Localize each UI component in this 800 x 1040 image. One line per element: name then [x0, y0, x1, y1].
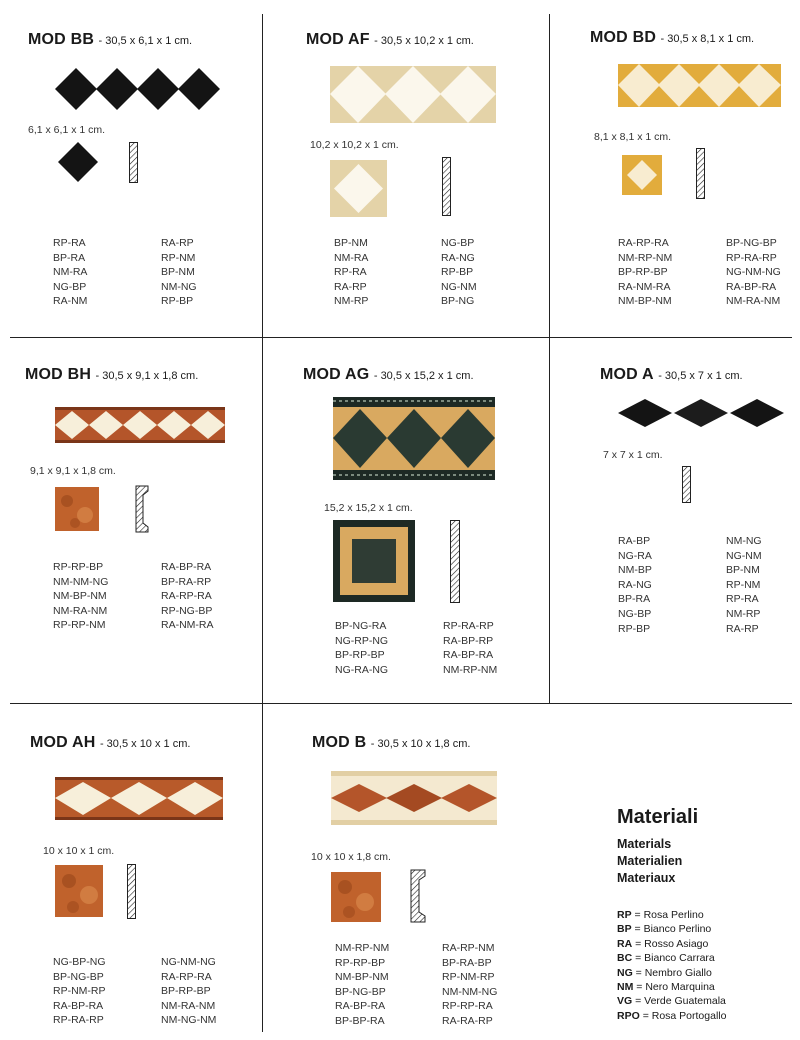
piece-size: 7 x 7 x 1 cm.	[603, 449, 663, 461]
combination-code: RP-NM-RP	[442, 971, 495, 984]
combination-code: NG-NM-NG	[726, 266, 781, 279]
materials-translation: Materialien	[617, 854, 683, 868]
combination-code: NG-RP-NG	[335, 634, 389, 647]
combination-code: NM-NG	[161, 280, 197, 293]
combination-code: NM-RP-NM	[443, 663, 498, 676]
combination-code: RA-RP-RA	[161, 970, 212, 983]
combination-code: RP-RP-RA	[442, 1000, 493, 1013]
square-piece-drawing	[55, 487, 99, 531]
combination-code: NG-BP	[53, 280, 87, 293]
combination-list-right	[726, 236, 781, 309]
combination-code: RP-RP-NM	[53, 619, 106, 632]
combination-list-left	[335, 941, 389, 1029]
combination-code: BP-NG-BP	[335, 985, 386, 998]
combination-code: RP-RA	[334, 266, 367, 279]
combination-code: BP-NG-BP	[53, 970, 104, 983]
combination-code: RP-NG-BP	[161, 604, 213, 617]
combination-code: RP-RP-BP	[335, 956, 386, 969]
model-title	[25, 366, 198, 384]
combination-code: RP-RA-RP	[53, 1014, 104, 1027]
combination-code: RP-BP	[618, 622, 651, 635]
combination-code: RA-RP	[161, 237, 194, 249]
materials-translation: Materiaux	[617, 871, 676, 885]
combination-code: NM-BP	[618, 564, 652, 577]
border-tile-drawing	[331, 771, 497, 825]
legend-entry: NG = Nembro Giallo	[617, 966, 712, 979]
combination-code: BP-NM	[161, 266, 195, 279]
model-title	[303, 366, 474, 384]
border-tile-drawing	[55, 407, 225, 443]
combination-list-left	[53, 560, 108, 633]
border-tile-drawing	[333, 397, 495, 480]
combination-code: NG-BP-NG	[53, 956, 106, 968]
combination-code: RA-NM-RA	[618, 280, 671, 293]
legend-entry: BP = Bianco Perlino	[617, 923, 712, 936]
combination-code: RA-RP-RA	[618, 237, 669, 249]
combination-code: RA-NG	[618, 578, 652, 591]
combination-code: NG-RA	[618, 549, 652, 562]
combination-code: NM-NM-NG	[53, 575, 109, 588]
model-name: MOD BD	[590, 29, 657, 46]
model-dimensions: - 30,5 x 10 x 1,8 cm.	[370, 738, 471, 750]
combination-code: RA-BP-RA	[443, 649, 494, 662]
model-title	[312, 734, 470, 752]
combination-code: BP-NM	[334, 237, 368, 249]
model-title	[28, 31, 192, 49]
combination-code: NM-RP	[726, 607, 761, 620]
model-dimensions: - 30,5 x 10,2 x 1 cm.	[374, 35, 474, 47]
combination-list-right	[161, 560, 214, 633]
materials-legend	[617, 908, 726, 1023]
combination-code: BP-BP-RA	[335, 1014, 385, 1027]
combination-code: RA-BP-RA	[161, 561, 212, 573]
grid-divider	[10, 703, 792, 704]
piece-size: 6,1 x 6,1 x 1 cm.	[28, 124, 106, 136]
combination-code: RA-NM-RA	[161, 619, 214, 632]
combination-code: NM-NG-NM	[161, 1014, 217, 1027]
combination-code: RA-NM	[53, 295, 88, 308]
model-title	[30, 734, 190, 752]
combination-code: BP-NM	[726, 564, 760, 577]
model-title	[590, 29, 754, 47]
combination-list-left	[618, 236, 672, 309]
model-dimensions: - 30,5 x 7 x 1 cm.	[658, 370, 743, 382]
combination-code: RP-BP	[441, 266, 474, 279]
grid-divider	[549, 14, 550, 704]
combination-code: RP-RA-RP	[726, 251, 777, 264]
border-tile-drawing	[618, 399, 784, 427]
combination-list-right	[161, 236, 197, 309]
border-tile-drawing	[330, 66, 496, 123]
combination-code: RP-RA-RP	[443, 620, 494, 632]
border-tile-drawing	[55, 68, 220, 110]
profile-section-drawing	[682, 466, 692, 504]
combination-code: BP-RP-BP	[618, 266, 668, 279]
piece-size: 8,1 x 8,1 x 1 cm.	[594, 131, 672, 143]
combination-code: RP-NM	[726, 578, 761, 591]
combination-code: NM-BP-NM	[53, 590, 107, 603]
piece-size: 10 x 10 x 1 cm.	[43, 845, 115, 857]
square-piece-drawing	[333, 520, 415, 602]
combination-code: RP-NM	[161, 251, 196, 264]
combination-code: NM-RA	[53, 266, 88, 279]
combination-list-right	[161, 955, 216, 1028]
border-tile-drawing	[618, 64, 781, 107]
square-piece-drawing	[58, 142, 98, 182]
combination-code: NM-RA-NM	[53, 604, 108, 617]
legend-entry: RA = Rosso Asiago	[617, 937, 709, 950]
model-name: MOD AG	[303, 366, 370, 383]
combination-code: NG-NM	[726, 549, 762, 562]
combination-code: NM-BP-NM	[335, 971, 389, 984]
legend-entry: BC = Bianco Carrara	[617, 952, 715, 965]
model-name: MOD B	[312, 734, 367, 751]
profile-section-drawing	[129, 142, 139, 184]
combination-code: NG-BP	[441, 237, 475, 249]
combination-code: RP-RP-BP	[53, 561, 104, 573]
combination-code: RA-BP	[618, 535, 651, 547]
profile-section-drawing	[696, 148, 706, 200]
legend-entry: NM = Nero Marquina	[617, 981, 715, 994]
combination-list-left	[53, 236, 87, 309]
piece-size: 15,2 x 15,2 x 1 cm.	[324, 502, 413, 514]
combination-code: NM-RA-NM	[161, 999, 216, 1012]
combination-code: BP-RP-BP	[161, 985, 211, 998]
model-dimensions: - 30,5 x 9,1 x 1,8 cm.	[95, 370, 199, 382]
combination-code: NG-BP	[618, 607, 652, 620]
combination-code: NG-NM-NG	[161, 956, 216, 968]
combination-code: RP-BP	[161, 295, 194, 308]
model-name: MOD AF	[306, 31, 370, 48]
combination-code: RA-BP-RA	[726, 280, 777, 293]
square-piece-drawing	[330, 160, 387, 217]
combination-list-right	[726, 534, 762, 636]
profile-section-drawing	[450, 520, 462, 604]
model-name: MOD BH	[25, 366, 92, 383]
combination-code: RA-RA-RP	[442, 1014, 493, 1027]
piece-size: 10 x 10 x 1,8 cm.	[311, 851, 391, 863]
grid-divider	[10, 337, 792, 338]
piece-size: 10,2 x 10,2 x 1 cm.	[310, 139, 399, 151]
materials-translation: Materials	[617, 837, 672, 851]
model-title	[600, 366, 743, 384]
combination-code: BP-RA	[618, 593, 651, 606]
combination-code: RA-RP	[726, 622, 759, 635]
combination-code: BP-RA	[53, 251, 86, 264]
border-tile-drawing	[55, 777, 223, 820]
combination-code: BP-NG-BP	[726, 237, 777, 249]
profile-section-drawing	[135, 485, 153, 533]
profile-section-drawing	[410, 869, 430, 923]
model-dimensions: - 30,5 x 10 x 1 cm.	[99, 738, 191, 750]
profile-section-drawing	[127, 864, 137, 920]
combination-list-right	[443, 619, 497, 677]
combination-code: BP-RA-RP	[161, 575, 212, 588]
combination-list-left	[334, 236, 368, 309]
model-dimensions: - 30,5 x 8,1 x 1 cm.	[660, 33, 755, 45]
square-piece-drawing	[55, 865, 103, 917]
combination-list-left	[335, 619, 388, 677]
combination-list-right	[442, 941, 497, 1029]
combination-list-right	[441, 236, 477, 309]
profile-section-drawing	[442, 157, 452, 217]
model-name: MOD BB	[28, 31, 95, 48]
combination-code: RA-NG	[441, 251, 475, 264]
model-dimensions: - 30,5 x 6,1 x 1 cm.	[98, 35, 193, 47]
combination-code: BP-RP-BP	[335, 649, 385, 662]
model-name: MOD A	[600, 366, 654, 383]
combination-code: RA-BP-RA	[53, 999, 104, 1012]
combination-code: NM-RA-NM	[726, 295, 781, 308]
combination-code: BP-NG-RA	[335, 620, 387, 632]
combination-code: RA-BP-RA	[335, 1000, 386, 1013]
combination-code: NM-RP-NM	[335, 942, 390, 954]
piece-size: 9,1 x 9,1 x 1,8 cm.	[30, 465, 116, 477]
combination-code: BP-RA-BP	[442, 956, 492, 969]
combination-code: RP-RA	[726, 593, 759, 606]
legend-entry: RP = Rosa Perlino	[617, 909, 704, 921]
grid-divider	[262, 14, 263, 1032]
combination-code: RA-RP	[334, 280, 367, 293]
square-piece-drawing	[622, 155, 662, 195]
combination-list-left	[618, 534, 652, 636]
combination-code: RP-NM-RP	[53, 985, 106, 998]
combination-code: NM-RP	[334, 295, 369, 308]
model-name: MOD AH	[30, 734, 96, 751]
model-title	[306, 31, 474, 49]
combination-code: NM-NG	[726, 535, 762, 547]
combination-code: NM-BP-NM	[618, 295, 672, 308]
legend-entry: RPO = Rosa Portogallo	[617, 1009, 727, 1022]
combination-code: NG-NM	[441, 280, 477, 293]
combination-code: NM-NM-NG	[442, 985, 498, 998]
legend-entry: VG = Verde Guatemala	[617, 995, 726, 1008]
combination-code: RP-RA	[53, 237, 86, 249]
combination-code: RA-RP-RA	[161, 590, 212, 603]
combination-code: BP-NG	[441, 295, 475, 308]
combination-code: RA-BP-RP	[443, 634, 494, 647]
combination-code: RA-RP-NM	[442, 942, 495, 954]
square-piece-drawing	[331, 872, 381, 922]
model-dimensions: - 30,5 x 15,2 x 1 cm.	[373, 370, 474, 382]
materials-title: Materiali	[617, 806, 699, 828]
combination-code: NM-RA	[334, 251, 369, 264]
combination-list-left	[53, 955, 106, 1028]
combination-code: NM-RP-NM	[618, 251, 673, 264]
combination-code: NG-RA-NG	[335, 663, 389, 676]
